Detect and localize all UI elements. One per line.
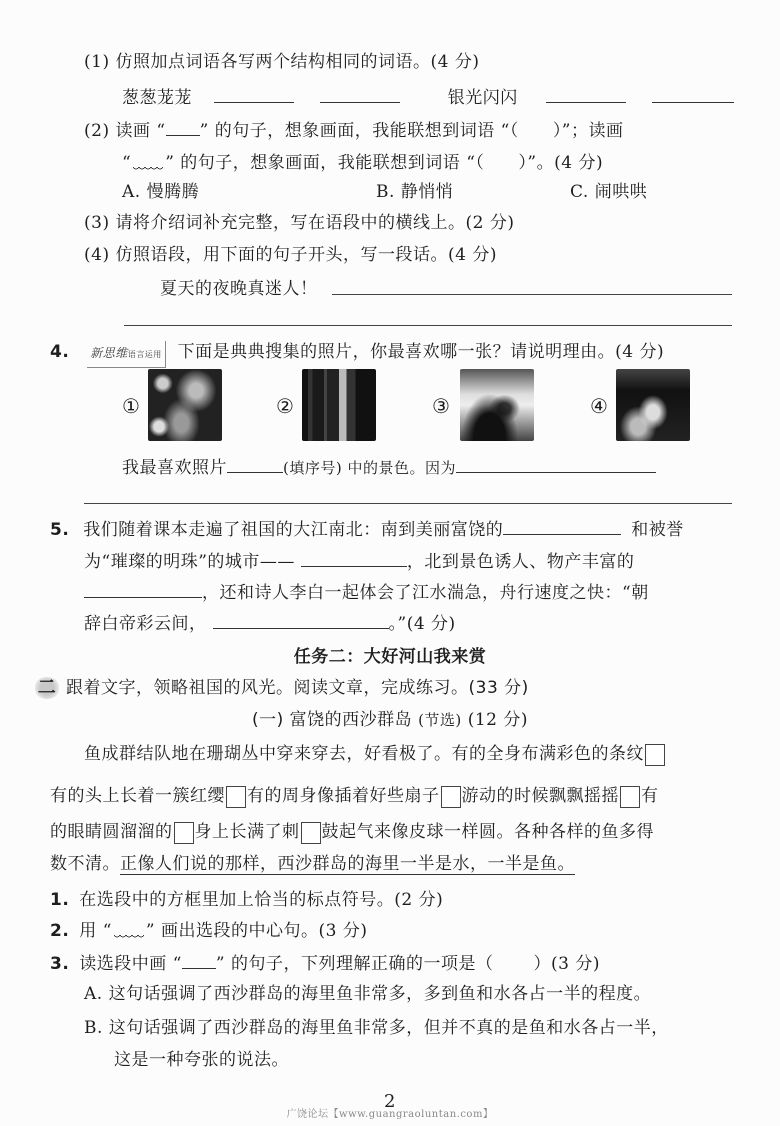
- passage-text: 鱼成群结队地在珊瑚丛中穿来穿去，好看极了。有的全身布满彩色的条纹: [84, 744, 644, 764]
- question-5-line3: [84, 579, 649, 605]
- straight-underline-mark: [182, 950, 216, 969]
- punctuation-box[interactable]: [301, 822, 321, 844]
- punctuation-box[interactable]: [620, 786, 640, 808]
- question-5-line4: [84, 610, 456, 636]
- circled-number: ④: [590, 394, 609, 418]
- circled-number: ①: [122, 394, 141, 418]
- question-text: ）(3 分): [533, 954, 600, 974]
- subquestion-number: (2): [84, 121, 110, 141]
- passage-line-1: [84, 742, 666, 766]
- photo-number-blank[interactable]: [227, 454, 283, 473]
- sample-word-1: 葱葱茏茏: [122, 88, 192, 108]
- text: “: [122, 153, 132, 173]
- photo-answer-line: [122, 454, 656, 480]
- passage-score: (12 分): [467, 710, 528, 730]
- option-c[interactable]: C. 闹哄哄: [570, 182, 648, 202]
- question-text: 下面是典典搜集的照片，你最喜欢哪一张？请说明理由。(4 分): [177, 342, 665, 362]
- punctuation-box[interactable]: [441, 786, 461, 808]
- subquestion-text: 仿照语段，用下面的句子开头，写一段话。(4 分): [115, 245, 497, 265]
- subquestion-text: 仿照加点词语各写两个结构相同的词语。(4 分): [115, 52, 480, 72]
- answer-blank[interactable]: [84, 579, 202, 598]
- answer-blank[interactable]: [301, 548, 407, 567]
- text: ，北到景色诱人、物产丰富的: [406, 552, 635, 572]
- word-imitation-row: [122, 84, 734, 110]
- photo-mountain-clouds[interactable]: [460, 369, 534, 441]
- circled-number: ②: [276, 394, 295, 418]
- subquestion-number: (3): [84, 213, 110, 233]
- reading-question-2: [50, 918, 368, 943]
- question-number: 3.: [50, 954, 70, 974]
- subquestion-4: [84, 243, 497, 267]
- wavy-underline-mark: [112, 918, 146, 936]
- answer-blank[interactable]: [503, 516, 621, 535]
- answer-blank[interactable]: [213, 610, 389, 629]
- subquestion-number: (1): [84, 52, 110, 72]
- circled-number: ③: [432, 394, 451, 418]
- punctuation-box[interactable]: [645, 744, 665, 766]
- text: ” 的句子，想象画面，我能联想到词语 “（: [165, 153, 485, 173]
- option-a[interactable]: A. 慢腾腾: [122, 182, 200, 202]
- task-title: 任务二：大好河山我来赏: [293, 647, 487, 667]
- passage-text: 鼓起气来像皮球一样圆。各种各样的鱼多得: [321, 822, 654, 842]
- passage-line-3: [50, 820, 654, 844]
- question-text: 用 “: [79, 921, 112, 941]
- subquestion-2-line2: [122, 150, 603, 175]
- question-5-line1: [50, 516, 684, 542]
- question-number: 5.: [50, 520, 70, 540]
- sentence-starter: 夏天的夜晚真迷人！: [160, 279, 318, 299]
- subquestion-3: [84, 211, 514, 235]
- passage-note: (节选): [418, 711, 462, 729]
- text: ）”；读画: [552, 121, 624, 141]
- photo-label-1: [122, 394, 140, 420]
- text: 读画 “: [115, 121, 166, 141]
- reading-question-3: [50, 950, 600, 976]
- passage-title-line: [0, 708, 780, 732]
- passage-text: 有的周身像插着好些扇子: [247, 786, 440, 806]
- photo-waterfall[interactable]: [616, 369, 690, 441]
- section-instruction: 跟着文字，领略祖国的风光。阅读文章，完成练习。(33 分): [66, 678, 529, 698]
- question-text: 读选段中画 “: [79, 954, 182, 974]
- underlined-sentence: 正像人们说的那样，西沙群岛的海里一半是水，一半是鱼。: [120, 854, 575, 874]
- photo-label-4: [590, 394, 608, 420]
- question-text: ” 的句子，下列理解正确的一项是（: [215, 954, 494, 974]
- straight-underline-mark: [166, 117, 200, 136]
- text: 为“璀璨的明珠”的城市——: [84, 552, 295, 572]
- passage-text: 身上长满了刺: [194, 822, 300, 842]
- photo-fish[interactable]: [148, 369, 222, 441]
- text: ” 的句子，想象画面，我能联想到词语 “（: [199, 121, 519, 141]
- reason-blank[interactable]: [456, 454, 656, 473]
- reading-question-1: [50, 888, 443, 912]
- section-number-icon: 二: [34, 677, 60, 699]
- option-b-continued: 这是一种夸张的说法。: [114, 1050, 289, 1070]
- badge-sub: 语言运用: [127, 350, 162, 359]
- option-a[interactable]: A. 这句话强调了西沙群岛的海里鱼非常多，多到鱼和水各占一半的程度。: [84, 984, 652, 1004]
- passage-title: (一) 富饶的西沙群岛: [251, 710, 413, 730]
- question-5-line2: [84, 548, 634, 574]
- question-number: 2.: [50, 921, 70, 941]
- text: 。”(4 分): [388, 614, 456, 634]
- passage-text: 的眼睛圆溜溜的: [50, 822, 173, 842]
- text: ，还和诗人李白一起体会了江水湍急，舟行速度之快：“朝: [202, 583, 649, 603]
- answer-blank[interactable]: [214, 84, 294, 103]
- writing-line[interactable]: [332, 294, 732, 295]
- new-thinking-badge: [87, 341, 166, 368]
- text: 辞白帝彩云间，: [84, 614, 207, 634]
- option-b[interactable]: B. 这句话强调了西沙群岛的海里鱼非常多，但并不真的是鱼和水各占一半，: [84, 1018, 669, 1038]
- answer-blank[interactable]: [320, 84, 400, 103]
- option-b[interactable]: B. 静悄悄: [376, 182, 454, 202]
- passage-text: 有的头上长着一簇红缨: [50, 786, 225, 806]
- question-text: 在选段中的方框里加上恰当的标点符号。(2 分): [79, 890, 444, 910]
- badge-main: 新思维: [90, 346, 128, 360]
- question-text: ” 画出选段的中心句。(3 分): [145, 921, 368, 941]
- subquestion-2-line1: [84, 117, 624, 143]
- writing-line[interactable]: [84, 503, 732, 504]
- passage-line-2: [50, 784, 659, 808]
- text: (填序号) 中的景色。因为: [283, 459, 456, 477]
- section-2-header: [34, 676, 529, 700]
- answer-blank[interactable]: [652, 84, 734, 103]
- subquestion-1: [84, 50, 479, 74]
- passage-text: 游动的时候飘飘摇摇: [461, 786, 619, 806]
- page-number: 2: [384, 1091, 396, 1112]
- text: ）”。(4 分): [518, 153, 604, 173]
- writing-line[interactable]: [124, 325, 732, 326]
- photo-forest[interactable]: [302, 369, 376, 441]
- punctuation-box[interactable]: [226, 786, 246, 808]
- text: 我最喜欢照片: [122, 458, 227, 478]
- subquestion-text: 请将介绍词补充完整，写在语段中的横线上。(2 分): [115, 213, 515, 233]
- answer-blank[interactable]: [546, 84, 626, 103]
- question-number: 1.: [50, 890, 70, 910]
- wavy-underline-mark: [131, 150, 165, 168]
- photo-label-3: [432, 394, 450, 420]
- passage-text: 数不清。: [50, 854, 120, 874]
- sample-word-2: 银光闪闪: [447, 88, 518, 108]
- subquestion-number: (4): [84, 245, 110, 265]
- text: 我们随着课本走遍了祖国的大江南北：南到美丽富饶的: [83, 520, 504, 540]
- question-4: [50, 340, 664, 368]
- passage-line-4: [50, 852, 575, 876]
- watermark: 广饶论坛【www.guangraoluntan.com】: [286, 1109, 494, 1120]
- photo-label-2: [276, 394, 294, 420]
- text: 和被誉: [631, 520, 684, 540]
- question-number: 4.: [50, 342, 70, 362]
- punctuation-box[interactable]: [174, 822, 194, 844]
- passage-text: 有: [641, 786, 659, 806]
